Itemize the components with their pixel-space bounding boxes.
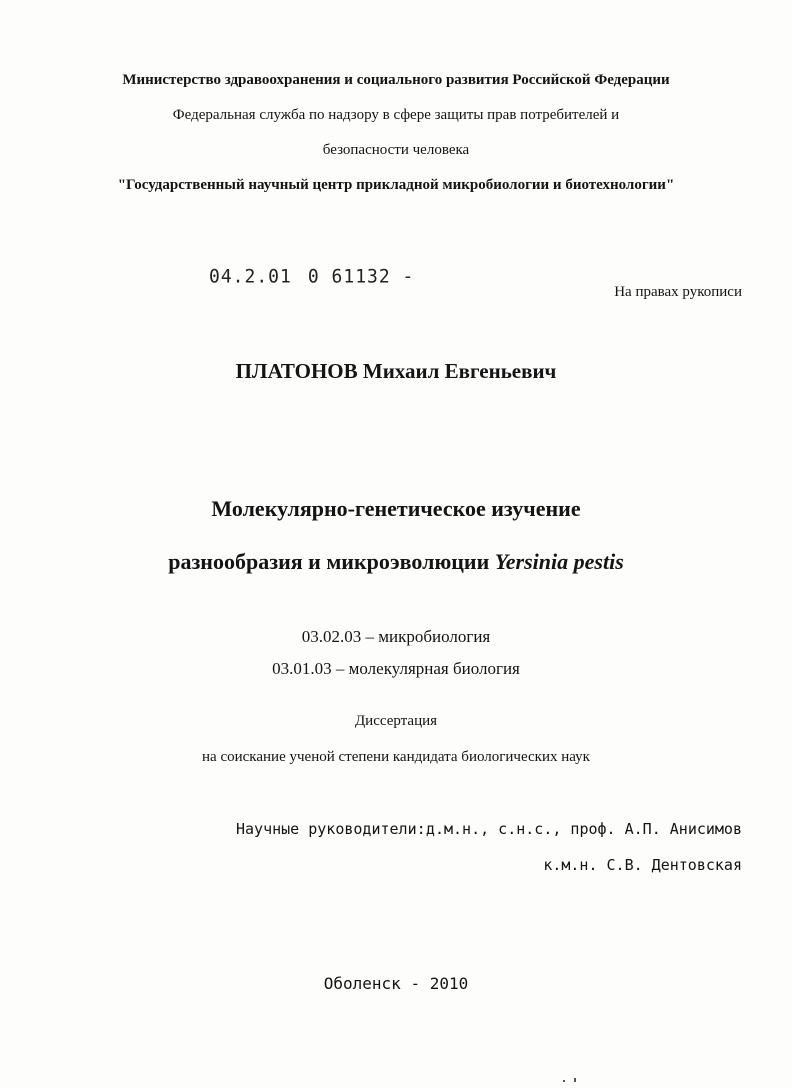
title-line-2-text: разнообразия и микроэволюции xyxy=(168,549,495,574)
supervisor-second: к.м.н. С.В. Дентовская xyxy=(543,856,742,874)
stamp-code: 04.2.01 xyxy=(209,265,292,288)
author-name: ПЛАТОНОВ Михаил Евгеньевич xyxy=(235,359,557,383)
specialty-2: 03.01.03 – молекулярная биология xyxy=(272,659,520,678)
specialty-1: 03.02.03 – микробиология xyxy=(301,627,491,646)
title-line-2 xyxy=(0,549,792,575)
stamp-number: 0 61132 - xyxy=(307,265,415,288)
rights-note: На правах рукописи xyxy=(614,284,742,300)
registration-stamp xyxy=(209,265,414,287)
service-line-2: безопасности человека xyxy=(322,142,470,158)
place-year: Оболенск - 2010 xyxy=(323,974,469,993)
supervisor-first: д.м.н., с.н.с., проф. А.П. Анисимов xyxy=(425,820,742,838)
species-name: Yersinia pestis xyxy=(494,549,624,574)
degree-line: на соискание ученой степени кандидата биологических наук xyxy=(202,749,590,765)
scan-speck xyxy=(574,1078,576,1082)
title-line-1: Молекулярно-генетическое изучение xyxy=(211,496,581,521)
scan-speck xyxy=(563,1080,565,1082)
center-name: "Государственный научный центр прикладной микробиологии и биотехнологии" xyxy=(117,177,675,193)
supervisors-label: Научные руководители: xyxy=(236,820,426,838)
service-line-1: Федеральная служба по надзору в сфере защиты прав потребителей и xyxy=(172,107,620,123)
ministry-heading: Министерство здравоохранения и социального развития Российской Федерации xyxy=(122,72,670,88)
dissertation-label: Диссертация xyxy=(354,713,438,729)
